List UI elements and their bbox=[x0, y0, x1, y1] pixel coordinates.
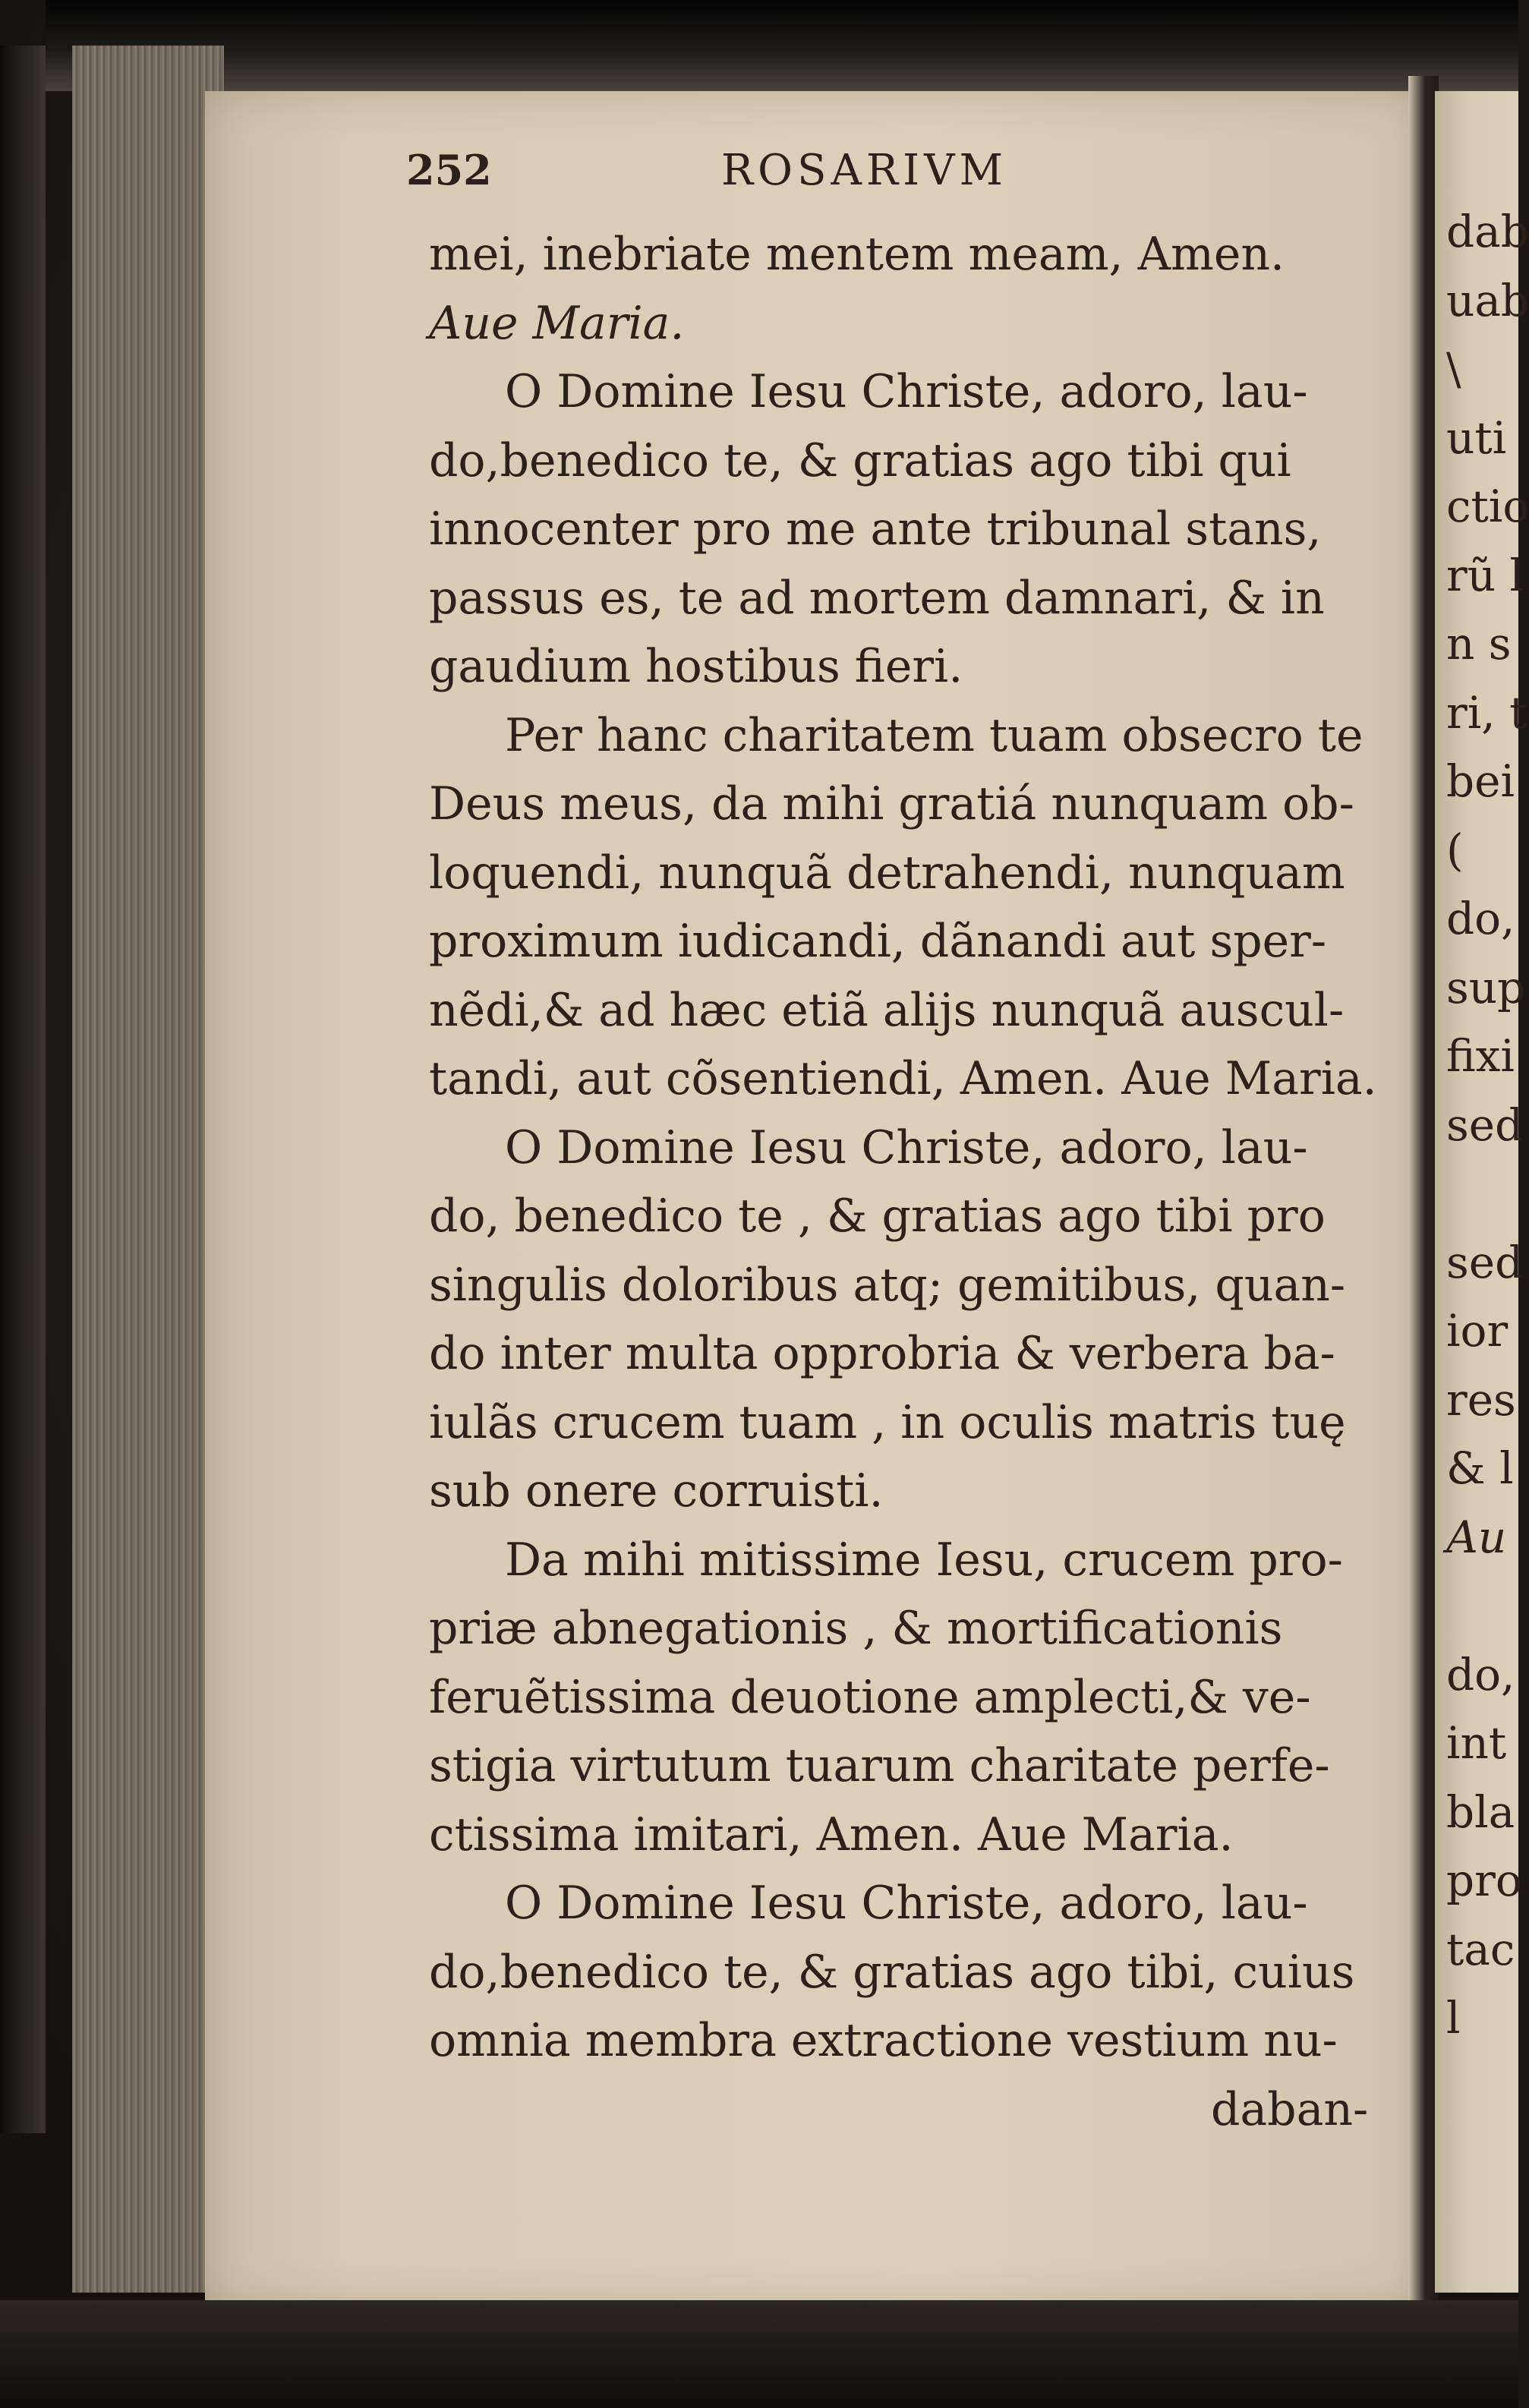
facing-line: bei bbox=[1446, 755, 1515, 807]
facing-line: do, bbox=[1446, 893, 1515, 944]
page-stack bbox=[72, 46, 224, 2293]
facing-line: sed bbox=[1446, 1098, 1524, 1151]
facing-line: dab bbox=[1446, 206, 1529, 257]
text-line: ctissima imitari, Amen. Aue Maria. bbox=[429, 1808, 1234, 1861]
text-line: singulis doloribus atq; gemitibus, quan- bbox=[429, 1258, 1346, 1312]
text-line: proximum iudicandi, dãnandi aut sper- bbox=[429, 915, 1327, 968]
text-line: tandi, aut cõsentiendi, Amen. Aue Maria. bbox=[429, 1052, 1377, 1105]
facing-page-text bbox=[1446, 197, 1529, 2053]
text-line: do inter multa opprobria & verbera ba- bbox=[429, 1327, 1335, 1380]
text-line: do,benedico te, & gratias ago tibi, cuius bbox=[429, 1945, 1355, 1999]
text-line: O Domine Iesu Christe, adoro, lau- bbox=[505, 1120, 1308, 1174]
facing-line: l bbox=[1446, 1992, 1461, 2044]
page-number: 252 bbox=[406, 146, 492, 194]
facing-line: ior bbox=[1446, 1305, 1509, 1357]
body-text bbox=[429, 220, 1408, 2144]
text-line: nẽdi,& ad hæc etiã alijs nunquã auscul- bbox=[429, 983, 1345, 1037]
facing-line: sed bbox=[1446, 1236, 1524, 1288]
text-line: priæ abnegationis , & mortificationis bbox=[429, 1602, 1283, 1655]
text-line: Aue Maria. bbox=[429, 296, 685, 350]
gutter bbox=[1408, 76, 1439, 2308]
running-title: ROSARIVM bbox=[721, 146, 1007, 195]
facing-line: uti bbox=[1446, 411, 1507, 464]
text-line: O Domine Iesu Christe, adoro, lau- bbox=[505, 365, 1308, 418]
bottom-shadow bbox=[0, 2300, 1518, 2408]
facing-line: n s bbox=[1446, 618, 1512, 670]
catchword: daban- bbox=[1211, 2082, 1369, 2136]
text-line: mei, inebriate mentem meam, Amen. bbox=[429, 228, 1285, 281]
facing-line: res bbox=[1446, 1373, 1516, 1426]
book-top-edge bbox=[46, 0, 1518, 91]
text-line: omnia membra extractione vestium nu- bbox=[429, 2014, 1338, 2067]
facing-line: rũ l bbox=[1446, 549, 1524, 601]
facing-line: Au bbox=[1446, 1511, 1507, 1563]
facing-line: fixi bbox=[1446, 1030, 1515, 1082]
text-line: passus es, te ad mortem damnari, & in bbox=[429, 571, 1325, 625]
facing-line: & l bbox=[1446, 1442, 1514, 1494]
facing-line: ctio bbox=[1446, 481, 1529, 532]
facing-line: bla bbox=[1446, 1786, 1515, 1838]
book-spine-edge bbox=[0, 46, 46, 2133]
facing-line: sup bbox=[1446, 961, 1526, 1013]
text-line: sub onere corruisti. bbox=[429, 1464, 884, 1518]
facing-line bbox=[1446, 1159, 1518, 1228]
text-line: gaudium hostibus fieri. bbox=[429, 640, 963, 693]
text-line: feruẽtissima deuotione amplecti,& ve- bbox=[429, 1670, 1311, 1724]
text-line: do,benedico te, & gratias ago tibi qui bbox=[429, 433, 1291, 487]
facing-line: \ bbox=[1446, 343, 1461, 395]
page-header bbox=[406, 146, 1241, 206]
text-line: O Domine Iesu Christe, adoro, lau- bbox=[505, 1877, 1308, 1930]
text-line: innocenter pro me ante tribunal stans, bbox=[429, 503, 1322, 556]
facing-line: ri, t bbox=[1446, 686, 1527, 739]
text-line: iulãs crucem tuam , in oculis matris tuę bbox=[429, 1395, 1346, 1449]
facing-line bbox=[1446, 1571, 1518, 1641]
text-line: stigia virtutum tuarum charitate perfe- bbox=[429, 1739, 1330, 1792]
text-line: Per hanc charitatem tuam obsecro te bbox=[505, 708, 1363, 762]
text-line: loquendi, nunquã detrahendi, nunquam bbox=[429, 846, 1345, 900]
facing-line: pro bbox=[1446, 1855, 1522, 1906]
facing-line: ( bbox=[1446, 824, 1464, 876]
text-line: Da mihi mitissime Iesu, crucem pro- bbox=[505, 1533, 1343, 1587]
facing-line: int bbox=[1446, 1717, 1507, 1769]
text-line: do, benedico te , & gratias ago tibi pro bbox=[429, 1190, 1326, 1243]
facing-line: do, bbox=[1446, 1648, 1515, 1700]
facing-line: tac bbox=[1446, 1923, 1515, 1975]
text-line: Deus meus, da mihi gratiá nunquam ob- bbox=[429, 777, 1354, 831]
facing-line: uab bbox=[1446, 274, 1529, 326]
